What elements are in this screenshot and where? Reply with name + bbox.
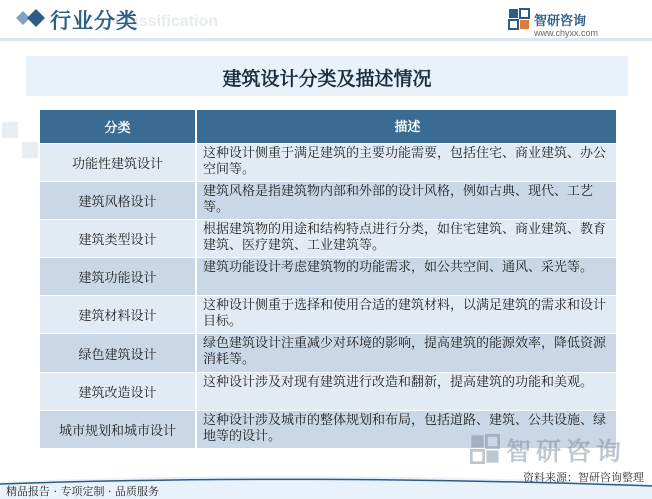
description-cell: 根据建筑物的用途和结构特点进行分类，如住宅建筑、商业建筑、教育建筑、医疗建筑、工业建筑等。 xyxy=(197,220,616,258)
table-row xyxy=(40,182,616,220)
description-cell: 这种设计侧重于满足建筑的主要功能需要，包括住宅、商业建筑、办公空间等。 xyxy=(197,144,616,182)
table-row xyxy=(40,220,616,258)
footer-logo xyxy=(470,432,648,466)
category-cell: 建筑风格设计 xyxy=(40,182,197,220)
column-header-description: 描述 xyxy=(197,110,616,144)
table-row xyxy=(40,258,616,296)
category-cell: 功能性建筑设计 xyxy=(40,144,197,182)
category-cell: 建筑改造设计 xyxy=(40,373,197,411)
watermark xyxy=(0,120,40,170)
section-subtitle: Classification xyxy=(114,13,219,30)
brand-url: www.chyxx.com xyxy=(534,28,599,38)
category-cell: 绿色建筑设计 xyxy=(40,334,197,372)
table-row xyxy=(40,334,616,372)
diamond-icon xyxy=(12,7,48,29)
description-cell: 这种设计涉及城市的整体规划和布局，包括道路、建筑、公共设施、绿地等的设计。 xyxy=(197,411,616,449)
title-banner xyxy=(26,56,628,96)
header-divider xyxy=(0,38,652,41)
brand-block xyxy=(508,8,638,38)
description-cell: 建筑风格是指建筑物内部和外部的设计风格，例如古典、现代、工艺等。 xyxy=(197,182,616,220)
description-cell: 这种设计涉及对现有建筑进行改造和翻新，提高建筑的功能和美观。 xyxy=(197,373,616,411)
category-cell: 建筑类型设计 xyxy=(40,220,197,258)
table-title: 建筑设计分类及描述情况 xyxy=(222,68,432,90)
description-cell: 建筑功能设计考虑建筑物的功能需求，如公共空间、通风、采光等。 xyxy=(197,258,616,296)
category-cell: 建筑功能设计 xyxy=(40,258,197,296)
category-cell: 建筑材料设计 xyxy=(40,296,197,334)
brand-logo-icon xyxy=(508,8,530,30)
description-cell: 这种设计侧重于选择和使用合适的建筑材料，以满足建筑的需求和设计目标。 xyxy=(197,296,616,334)
table-row xyxy=(40,144,616,182)
brand-name: 智研咨询 xyxy=(534,14,587,29)
footer-tagline: 精品报告 · 专项定制 · 品质服务 xyxy=(6,485,159,498)
section-title: 行业分类 xyxy=(50,9,138,33)
footer-logo-icon xyxy=(470,434,500,464)
table-row xyxy=(40,296,616,334)
page-header xyxy=(0,0,652,46)
table-header-row xyxy=(40,110,616,144)
table-row xyxy=(40,373,616,411)
classification-table xyxy=(40,110,616,449)
footer-logo-name: 智研咨询 xyxy=(506,437,627,466)
description-cell: 绿色建筑设计注重减少对环境的影响，提高建筑的能源效率，降低资源消耗等。 xyxy=(197,334,616,372)
category-cell: 城市规划和城市设计 xyxy=(40,411,197,449)
watermark-logo-icon xyxy=(0,120,40,160)
column-header-category: 分类 xyxy=(40,110,197,144)
source-note: 资料来源：智研咨询整理 xyxy=(523,471,644,484)
